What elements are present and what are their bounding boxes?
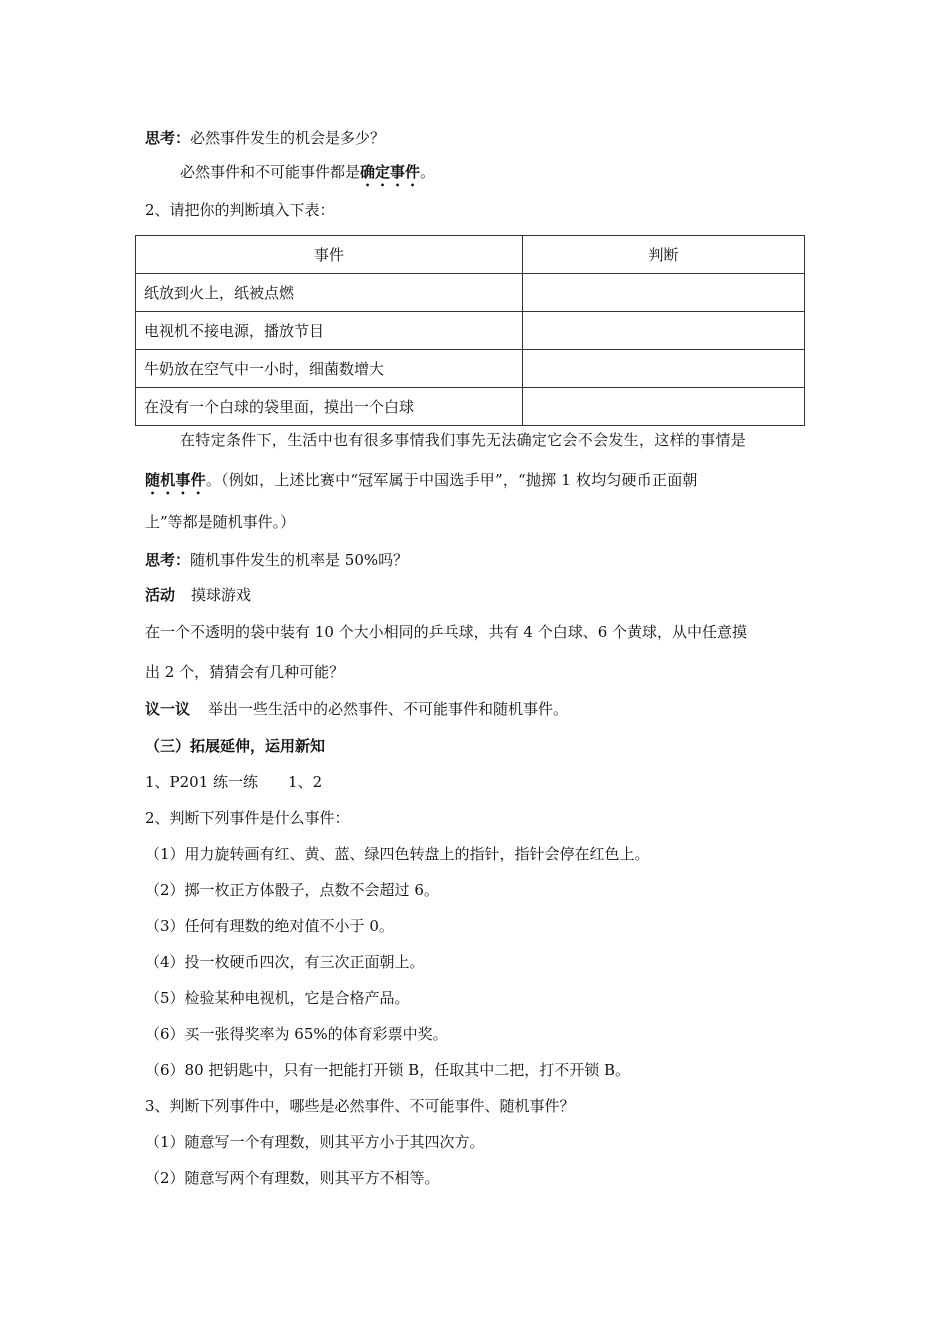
discuss-paragraph xyxy=(145,699,568,719)
judgement-cell[interactable] xyxy=(523,312,805,350)
list-item: （1）用力旋转画有红、黄、蓝、绿四色转盘上的指针，指针会停在红色上。 xyxy=(145,845,650,863)
list-item: （2）随意写两个有理数，则其平方不相等。 xyxy=(145,1169,440,1187)
judgement-cell[interactable] xyxy=(523,388,805,426)
event-cell: 牛奶放在空气中一小时，细菌数增大 xyxy=(136,350,523,388)
activity-text-line-2: 出 2 个，猜猜会有几种可能？ xyxy=(145,663,345,681)
header-judgement: 判断 xyxy=(523,236,805,274)
activity-label: 活动 xyxy=(145,586,176,604)
activity-title: 摸球游戏 xyxy=(191,586,252,604)
think-text: 随机事件发生的机率是 50%吗？ xyxy=(190,551,409,569)
definite-term: 确定事件 xyxy=(360,163,421,181)
list-item: （2）掷一枚正方体骰子，点数不会超过 6。 xyxy=(145,881,439,899)
judgement-table xyxy=(135,235,805,426)
exercise-1: 1、P201 练一练 1、2 xyxy=(145,773,323,791)
table-row xyxy=(136,274,805,312)
random-event-line-1: 在特定条件下，生活中也有很多事情我们事先无法确定它会不会发生，这样的事情是 xyxy=(180,431,747,449)
table-row xyxy=(136,312,805,350)
event-cell: 在没有一个白球的袋里面，摸出一个白球 xyxy=(136,388,523,426)
section-heading: （三）拓展延伸，运用新知 xyxy=(145,737,326,755)
judgement-cell[interactable] xyxy=(523,350,805,388)
random-example: 。（例如，上述比赛中“冠军属于中国选手甲”，“抛掷 1 枚均匀硬币正面朝 xyxy=(205,471,698,489)
exercise-3-title: 3、判断下列事件中，哪些是必然事件、不可能事件、随机事件？ xyxy=(145,1097,575,1115)
random-event-line-2 xyxy=(145,470,698,498)
list-item: （6）买一张得奖率为 65%的体育彩票中奖。 xyxy=(145,1025,448,1043)
activity-heading xyxy=(145,585,251,605)
definite-text: 必然事件和不可能事件都是 xyxy=(180,163,361,181)
discuss-text: 举出一些生活中的必然事件、不可能事件和随机事件。 xyxy=(208,700,569,718)
discuss-label: 议一议 xyxy=(145,700,191,718)
table-row xyxy=(136,350,805,388)
random-term: 随机事件 xyxy=(145,471,206,489)
list-item: （4）投一枚硬币四次，有三次正面朝上。 xyxy=(145,953,425,971)
table-header-row xyxy=(136,236,805,274)
think-label: 思考： xyxy=(145,129,191,147)
event-cell: 电视机不接电源，播放节目 xyxy=(136,312,523,350)
think-text: 必然事件发生的机会是多少？ xyxy=(190,129,386,147)
activity-text-line-1: 在一个不透明的袋中装有 10 个大小相同的乒乓球，共有 4 个白球、6 个黄球，从中任意摸 xyxy=(145,623,748,641)
table-row xyxy=(136,388,805,426)
think-label: 思考： xyxy=(145,551,191,569)
definite-event-paragraph xyxy=(180,162,435,190)
list-item: （3）任何有理数的绝对值不小于 0。 xyxy=(145,917,394,935)
list-item: （5）检验某种电视机，它是合格产品。 xyxy=(145,989,410,1007)
definite-end: 。 xyxy=(420,163,436,181)
table-instruction: 2、请把你的判断填入下表： xyxy=(145,201,335,219)
judgement-cell[interactable] xyxy=(523,274,805,312)
exercise-2-title: 2、判断下列事件是什么事件： xyxy=(145,809,350,827)
header-event: 事件 xyxy=(136,236,523,274)
think-paragraph-1 xyxy=(145,128,385,148)
list-item: （1）随意写一个有理数，则其平方小于其四次方。 xyxy=(145,1133,485,1151)
list-item: （6）80 把钥匙中，只有一把能打开锁 B，任取其中二把，打不开锁 B。 xyxy=(145,1061,630,1079)
random-event-line-3: 上”等都是随机事件。） xyxy=(145,513,296,531)
event-cell: 纸放到火上，纸被点燃 xyxy=(136,274,523,312)
think-paragraph-2 xyxy=(145,550,408,570)
